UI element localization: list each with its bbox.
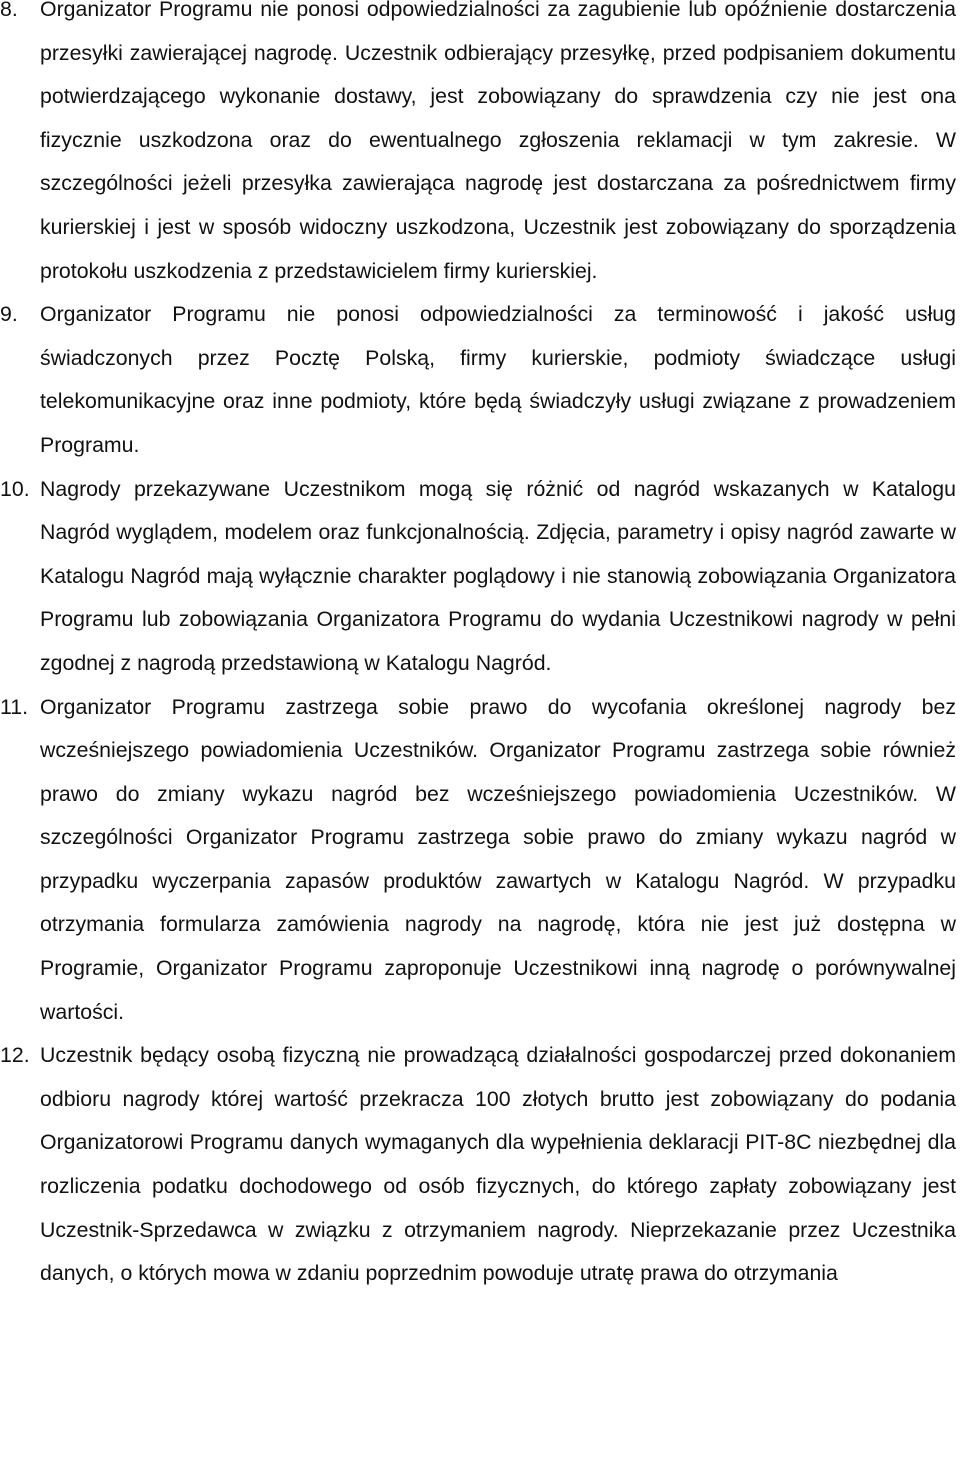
item-text: Nagrody przekazywane Uczestnikom mogą się różnić od nagród wskazanych w Katalogu Nagród wyglądem, modelem oraz funkcjonalnością. Zdjęcia, parametry i opisy nagród zawarte w Katalogu Nagród mają wyłącznie charakter poglądowy i nie stanowią zobowiązania Organizatora Programu lub zobowiązania Organizatora Programu do wydania Uczestnikowi nagrody w pełni zgodnej z nagrodą przedstawioną w Katalogu Nagród. xyxy=(40,476,956,675)
item-text: Organizator Programu nie ponosi odpowiedzialności za zagubienie lub opóźnienie dostarczenia przesyłki zawierającej nagrodę. Uczestnik odbierający przesyłkę, przed podpisaniem dokumentu potwierdzającego wykonanie dostawy, jest zobowiązany do sprawdzenia czy nie jest ona fizycznie uszkodzona oraz do ewentualnego zgłoszenia reklamacji w tym zakresie. W szczególności jeżeli przesyłka zawierająca nagrodę jest dostarczana za pośrednictwem firmy kurierskiej i jest w sposób widoczny uszkodzona, Uczestnik jest zobowiązany do sporządzenia protokołu uszkodzenia z przedstawicielem firmy kurierskiej. xyxy=(40,0,956,283)
item-number: 9. xyxy=(0,302,18,327)
item-number: 12. xyxy=(0,1043,30,1068)
list-item xyxy=(0,1034,956,1296)
list-item xyxy=(0,293,956,467)
item-number: 10. xyxy=(0,476,30,501)
list-item xyxy=(0,686,956,1035)
list-item xyxy=(0,468,956,686)
item-number: 8. xyxy=(0,0,18,21)
item-text: Uczestnik będący osobą fizyczną nie prowadzącą działalności gospodarczej przed dokonaniem odbioru nagrody której wartość przekracza 100 złotych brutto jest zobowiązany do podania Organizatorowi Programu danych wymaganych dla wypełnienia deklaracji PIT-8C niezbędnej dla rozliczenia podatku dochodowego od osób fizycznych, do którego zapłaty zobowiązany jest Uczestnik-Sprzedawca w związku z otrzymaniem nagrody. Nieprzekazanie przez Uczestnika danych, o których mowa w zdaniu poprzednim powoduje utratę prawa do otrzymania xyxy=(40,1043,956,1286)
item-text: Organizator Programu nie ponosi odpowiedzialności za terminowość i jakość usług świadczonych przez Pocztę Polską, firmy kurierskie, podmioty świadczące usługi telekomunikacyjne oraz inne podmioty, które będą świadczyły usługi związane z prowadzeniem Programu. xyxy=(40,302,956,457)
item-text: Organizator Programu zastrzega sobie prawo do wycofania określonej nagrody bez wcześniejszego powiadomienia Uczestników. Organizator Programu zastrzega sobie również prawo do zmiany wykazu nagród bez wcześniejszego powiadomienia Uczestników. W szczególności Organizator Programu zastrzega sobie prawo do zmiany wykazu nagród w przypadku wyczerpania zapasów produktów zawartych w Katalogu Nagród. W przypadku otrzymania formularza zamówienia nagrody na nagrodę, która nie jest już dostępna w Programie, Organizator Programu zaproponuje Uczestnikowi inną nagrodę o porównywalnej wartości. xyxy=(40,694,956,1024)
item-number: 11. xyxy=(0,694,29,719)
list-item xyxy=(0,0,956,293)
